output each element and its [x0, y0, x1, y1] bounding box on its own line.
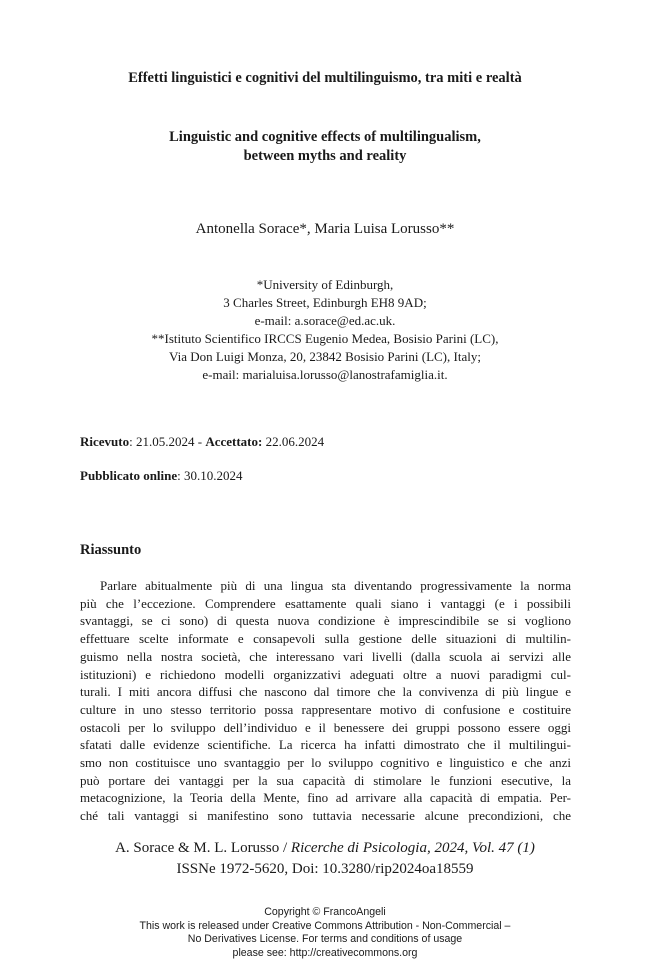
abstract-line: ché tali vantaggi si manifestino sono tuttavia necessarie alcune precondizioni, che [80, 808, 571, 824]
abstract-line: metacognizione, la Teoria della Mente, fino ad arrivare alla capacità di empatia. Per- [80, 790, 571, 806]
abstract-line: turali. I miti ancora diffusi che nascono dal timore che la convivenza di più lingue e [80, 684, 571, 700]
published-value: : 30.10.2024 [177, 468, 243, 483]
abstract-line: più che l’eccezione. Comprendere esattamente quali siano i vantaggi (e i possibili [80, 595, 571, 611]
abstract-line: guismo nella nostra società, che interessano vari livelli (dalla scuola ai servizi alle [80, 648, 571, 664]
abstract-line: può portare dei vantaggi per la sua capacità di stimolare le funzioni esecutive, la [80, 772, 571, 788]
footer-line: please see: http://creativecommons.org [232, 946, 418, 959]
affiliation-line: *University of Edinburgh, [256, 277, 394, 292]
citation [0, 838, 650, 880]
affiliation-line: **Istituto Scientifico IRCCS Eugenio Medea, Bosisio Parini (LC), [151, 331, 499, 346]
abstract-line: istituzioni) e richiedono modelli organizzativi adeguati oltre a nuovi paradigmi cul- [80, 666, 571, 682]
citation-authors: A. Sorace & M. L. Lorusso / [115, 840, 291, 856]
affiliation-line: 3 Charles Street, Edinburgh EH8 9AD; [223, 295, 427, 310]
title-italian: Effetti linguistici e cognitivi del multilinguismo, tra miti e realtà [128, 70, 522, 86]
abstract-line: sfatati dalle evidenze scientifiche. La ricerca ha infatti dimostrato che il multilingui- [80, 737, 571, 753]
citation-line [0, 838, 650, 859]
received-value: : 21.05.2024 - [129, 434, 206, 449]
accepted-label: Accettato: [205, 434, 263, 449]
affiliation-line: e-mail: a.sorace@ed.ac.uk. [254, 313, 396, 328]
abstract-line: Parlare abitualmente più di una lingua sta diventando progressivamente la norma [100, 578, 571, 593]
title-english [0, 128, 650, 165]
affiliations [0, 276, 650, 384]
abstract-line: smo non costituisce uno svantaggio per lo sviluppo cognitivo e linguistico e che anzi [80, 755, 571, 771]
abstract-line: culture in uno stesso territorio possa rappresentare motivo di confusione e costituire [80, 701, 571, 717]
authors: Antonella Sorace*, Maria Luisa Lorusso** [195, 221, 455, 237]
footer-line: No Derivatives License. For terms and conditions of usage [187, 933, 463, 946]
title-english-line: between myths and reality [243, 147, 407, 164]
section-title: Riassunto [80, 542, 142, 558]
published-label: Pubblicato online [80, 468, 178, 483]
title-english-line: Linguistic and cognitive effects of multilingualism, [169, 129, 481, 145]
abstract-line: svantaggi, se ci sono) di questa nuova condizione è imprescindibile se si vogliono [80, 613, 571, 629]
license-footer [0, 906, 650, 960]
affiliation-line: e-mail: marialuisa.lorusso@lanostrafamiglia.it. [202, 367, 448, 382]
footer-line: Copyright © FrancoAngeli [264, 906, 386, 918]
received-accepted-dates [80, 434, 324, 450]
abstract-line: ostacoli per lo sviluppo dell’individuo e il benessere dei gruppi possono essere oggi [80, 719, 571, 735]
citation-journal: Ricerche di Psicologia, 2024, Vol. 47 (1) [290, 840, 535, 856]
received-label: Ricevuto [80, 434, 130, 449]
footer-line: This work is released under Creative Commons Attribution - Non-Commercial – [139, 919, 511, 932]
citation-issn-doi: ISSNe 1972-5620, Doi: 10.3280/rip2024oa18559 [176, 861, 474, 877]
published-date [80, 468, 243, 484]
abstract-line: effettuare scelte informate e consapevoli sulla gestione delle situazioni di multilin- [80, 631, 571, 647]
abstract-body [80, 577, 571, 825]
accepted-value: 22.06.2024 [262, 434, 325, 449]
affiliation-line: Via Don Luigi Monza, 20, 23842 Bosisio Parini (LC), Italy; [169, 349, 481, 364]
